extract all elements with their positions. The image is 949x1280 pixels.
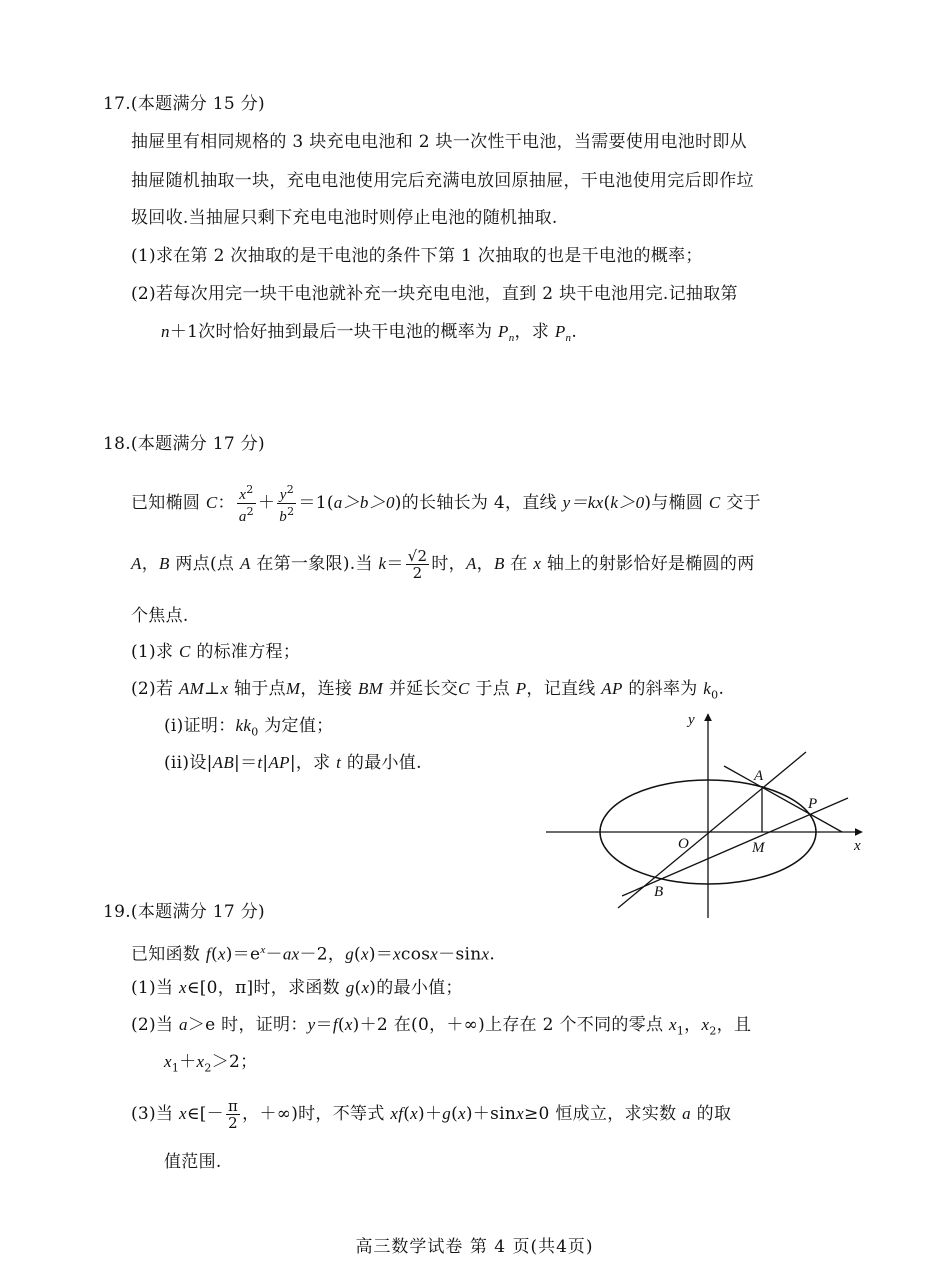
q17-part-2-line-2: n＋1次时恰好抽到最后一块干电池的概率为 $P_n$，求 $P_n$. — [161, 322, 578, 345]
page-footer: 高三数学试卷 第 4 页(共4页) — [355, 1237, 594, 1257]
q19-part-2: (2)当 a＞e 时，证明：y＝f(x)＋2 在(0，＋∞)上存在 2 个不同的零点 $x_1$，$x_2$，且 — [131, 1015, 752, 1038]
q17-text-line-3: 圾回收.当抽屉只剩下充电电池时则停止电池的随机抽取. — [131, 208, 558, 228]
q17-title: 17.(本题满分 15 分) — [103, 94, 265, 114]
q19-text-line-1: 已知函数 $f(x)=e^x-ax-2$，g(x)＝xcosx－sinx. — [131, 944, 496, 965]
label-P: P — [808, 796, 818, 812]
q18-title: 18.(本题满分 17 分) — [103, 434, 265, 454]
fraction-sqrt2-2: $\frac{√2}{2}$ — [407, 547, 428, 582]
q19-part-3-line-2: 值范围. — [164, 1152, 222, 1172]
label-y: y — [688, 712, 695, 728]
q17-part-2: (2)若每次用完一块干电池就补充一块充电电池，直到 2 块干电池用完.记抽取第 — [131, 284, 738, 304]
q18-part-1: (1)求 C 的标准方程； — [131, 642, 301, 662]
q19-part-3: (3)当 x∈[－ $\frac{\pi}{2}$ ，＋∞)时，不等式 xf(x)＋g(x)＋sinx≥0 恒成立，求实数 a 的取 — [131, 1097, 732, 1132]
ellipse-figure — [540, 708, 870, 920]
label-B: B — [654, 884, 664, 900]
q18-text-line-1: 已知椭圆 C： $\frac{x^2}{a^2}$ ＋ $\frac{y^2}{b^2}$ ＝1(a＞b＞0)的长轴长为 4，直线 y＝kx(k＞0)与椭圆 C 交于 — [131, 483, 761, 525]
q17-text-line-2: 抽屉随机抽取一块，充电电池使用完后充满电放回原抽屉，干电池使用完后即作垃 — [131, 171, 754, 191]
q17-part-1: (1)求在第 2 次抽取的是干电池的条件下第 1 次抽取的也是干电池的概率； — [131, 246, 703, 266]
q18-text-line-3: 个焦点. — [131, 606, 189, 626]
q19-title: 19.(本题满分 17 分) — [103, 902, 265, 922]
line-AP — [724, 766, 842, 832]
line-BP — [622, 798, 848, 896]
q19-part-2-line-2: $x_1+x_2>2$； — [164, 1052, 258, 1075]
q18-part-2-ii: (ii)设|AB|＝t|AP|，求 t 的最小值. — [164, 753, 422, 773]
fraction-x2-a2: $\frac{x^2}{a^2}$ — [238, 483, 254, 525]
q17-text-line-1: 抽屉里有相同规格的 3 块充电电池和 2 块一次性干电池，当需要使用电池时即从 — [131, 132, 747, 152]
fraction-y2-b2: $\frac{y^2}{b^2}$ — [279, 483, 295, 525]
q18-part-2: (2)若 AM⊥x 轴于点M，连接 BM 并延长交C 于点 P，记直线 AP 的斜率为 $k_0$. — [131, 679, 725, 702]
fraction-pi-2: $\frac{\pi}{2}$ — [227, 1097, 239, 1132]
label-O: O — [678, 836, 689, 852]
label-M: M — [752, 840, 765, 856]
label-x: x — [854, 838, 861, 854]
label-A: A — [754, 768, 764, 784]
q19-part-1: (1)当 x∈[0，π]时，求函数 g(x)的最小值； — [131, 978, 463, 998]
q18-text-line-2: A，B 两点(点 A 在第一象限).当 k＝ $\frac{√2}{2}$ 时，A，B 在 x 轴上的射影恰好是椭圆的两 — [131, 547, 755, 582]
q18-part-2-i: (i)证明：$kk_0$ 为定值； — [164, 716, 334, 739]
